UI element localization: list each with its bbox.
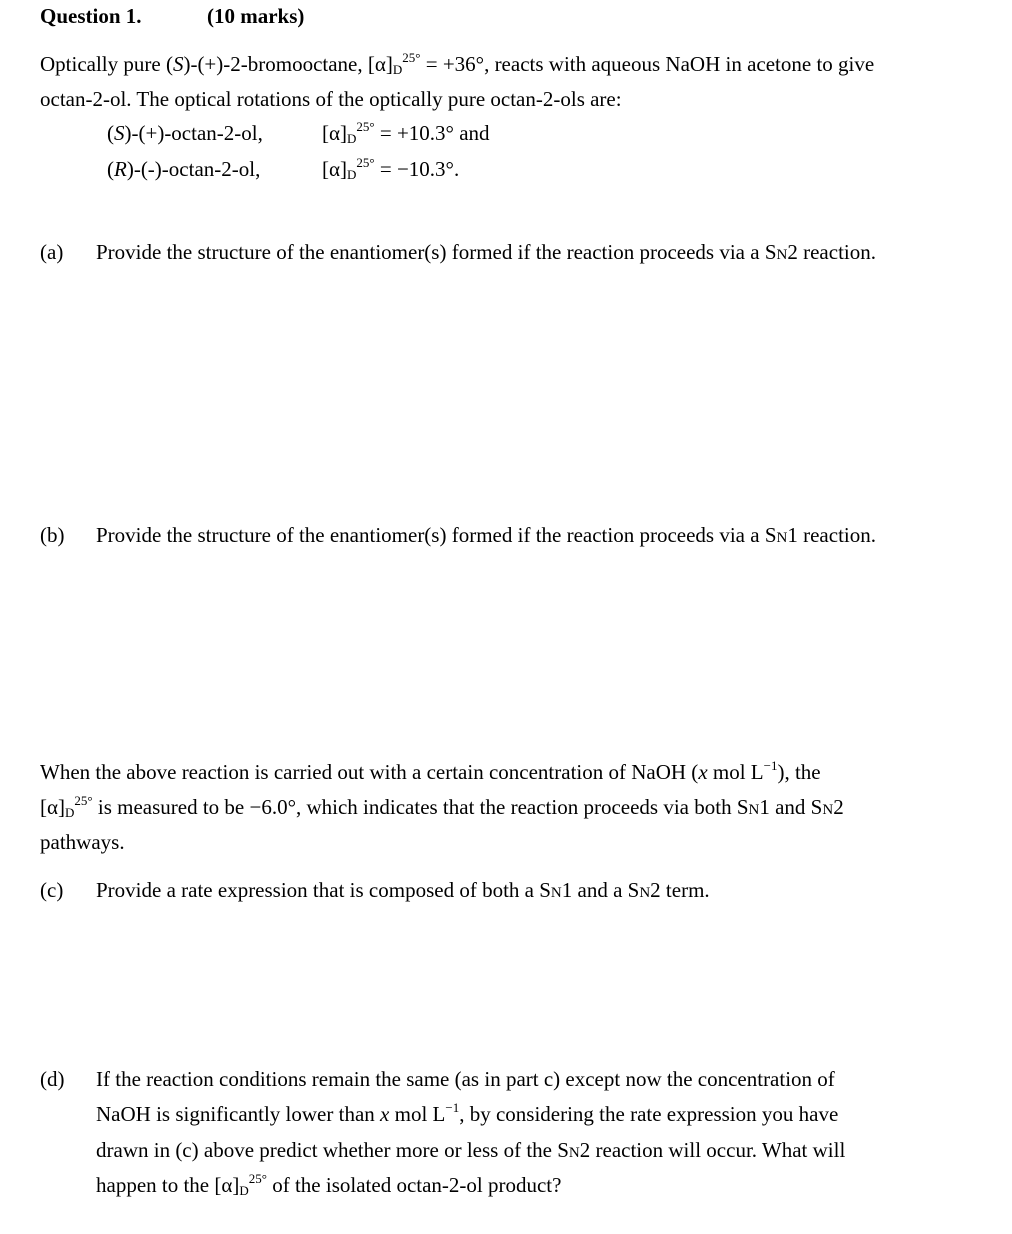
text: ] (58, 795, 66, 819)
small-caps-n: N (639, 885, 651, 901)
subscript-d: D (347, 131, 357, 146)
middle-line-3: pathways. (40, 830, 125, 854)
text: ( (107, 121, 114, 145)
intro-line-1 (40, 52, 874, 77)
part-b-text (96, 523, 876, 548)
stereo-descriptor: S (172, 52, 184, 76)
text: 2 reaction. (787, 240, 876, 264)
superscript-minus-one: −1 (763, 758, 778, 773)
superscript-temp: 25° (356, 155, 375, 170)
superscript-temp: 25° (248, 1171, 267, 1186)
r-octanol-rotation: $[\alpha]_D^{25^\circ} = -10.3^\circ$. (322, 155, 460, 182)
part-b-label: (b) (40, 523, 65, 547)
text: 1 reaction. (787, 523, 876, 547)
subscript-d: D (239, 1183, 249, 1198)
text: )-(+)-octan-2-ol, (124, 121, 263, 145)
text: )-(-)-octan-2-ol, (126, 157, 261, 181)
text: = +36°, reacts with aqueous NaOH in acetone to give (420, 52, 875, 76)
text: Provide the structure of the enantiomer(s) formed if the reaction proceeds via a S (96, 240, 777, 264)
subscript-d: D (347, 167, 357, 182)
small-caps-n: N (776, 530, 788, 546)
part-d-line-4 (96, 1173, 561, 1198)
small-caps-n: N (568, 1145, 580, 1161)
text: When the above reaction is carried out with a certain concentration of NaOH ( (40, 760, 699, 784)
text: = −10.3°. (374, 157, 460, 181)
text: Provide a rate expression that is composed of both a S (96, 878, 551, 902)
text: ] (340, 121, 348, 145)
stereo-descriptor: R (114, 157, 127, 181)
part-c-text (96, 878, 710, 903)
text: ] (232, 1173, 240, 1197)
text: mol L (389, 1102, 446, 1126)
small-caps-n: N (776, 247, 788, 263)
alpha-symbol: α (221, 1173, 233, 1197)
variable-x: x (380, 1102, 390, 1126)
text: ] (340, 157, 348, 181)
text: ), the (777, 760, 821, 784)
alpha-symbol: α (329, 157, 341, 181)
text: Provide the structure of the enantiomer(s) formed if the reaction proceeds via a S (96, 523, 777, 547)
text: drawn in (c) above predict whether more or less of the S (96, 1138, 569, 1162)
alpha-symbol: α (47, 795, 59, 819)
text: )-(+)-2-bromooctane, [ (183, 52, 375, 76)
part-d-line-2 (96, 1102, 838, 1127)
superscript-minus-one: −1 (445, 1100, 460, 1115)
text: 2 reaction will occur. What will (579, 1138, 846, 1162)
text: = +10.3° and (374, 121, 490, 145)
text: 1 and S (759, 795, 823, 819)
part-d-label: (d) (40, 1067, 65, 1091)
subscript-d: D (65, 805, 75, 820)
part-a-text (96, 240, 876, 265)
text: 1 and a S (561, 878, 640, 902)
text: NaOH is significantly lower than (96, 1102, 381, 1126)
middle-line-1 (40, 760, 821, 785)
text: ( (107, 157, 114, 181)
superscript-temp: 25° (74, 793, 93, 808)
text: of the isolated octan-2-ol product? (266, 1173, 562, 1197)
part-d-line-3 (96, 1138, 845, 1163)
part-c-label: (c) (40, 878, 64, 902)
stereo-descriptor: S (114, 121, 125, 145)
intro-line-2: octan-2-ol. The optical rotations of the optically pure octan-2-ols are: (40, 87, 622, 111)
text: ] (385, 52, 393, 76)
text: Optically pure ( (40, 52, 173, 76)
small-caps-n: N (822, 802, 834, 818)
variable-x: x (698, 760, 708, 784)
alpha-symbol: α (374, 52, 386, 76)
s-octanol-rotation: $[\alpha]_D^{25^\circ} = +10.3^\circ$ and (322, 119, 490, 146)
r-octanol-name (107, 157, 260, 182)
superscript-temp: 25° (356, 119, 375, 134)
part-a-label: (a) (40, 240, 64, 264)
text: , by considering the rate expression you have (459, 1102, 839, 1126)
question-number: Question 1. (40, 4, 142, 28)
text: happen to the [ (96, 1173, 222, 1197)
subscript-d: D (392, 62, 403, 77)
text: is measured to be −6.0°, which indicates that the reaction proceeds via both S (92, 795, 749, 819)
superscript-temp: 25° (402, 50, 421, 65)
text: 2 term. (650, 878, 710, 902)
question-marks: (10 marks) (207, 4, 305, 28)
alpha-symbol: α (329, 121, 341, 145)
part-d-line-1: If the reaction conditions remain the same (as in part c) except now the concentration of (96, 1067, 835, 1091)
small-caps-n: N (550, 885, 562, 901)
text: mol L (707, 760, 764, 784)
small-caps-n: N (748, 802, 760, 818)
middle-line-2: $[\alpha]_D^{25^\circ}$ is measured to be −6.0°, which indicates that the reaction proceeds via both SN1 and SN2 (40, 793, 844, 820)
s-octanol-name (107, 121, 263, 146)
text: 2 (833, 795, 844, 819)
